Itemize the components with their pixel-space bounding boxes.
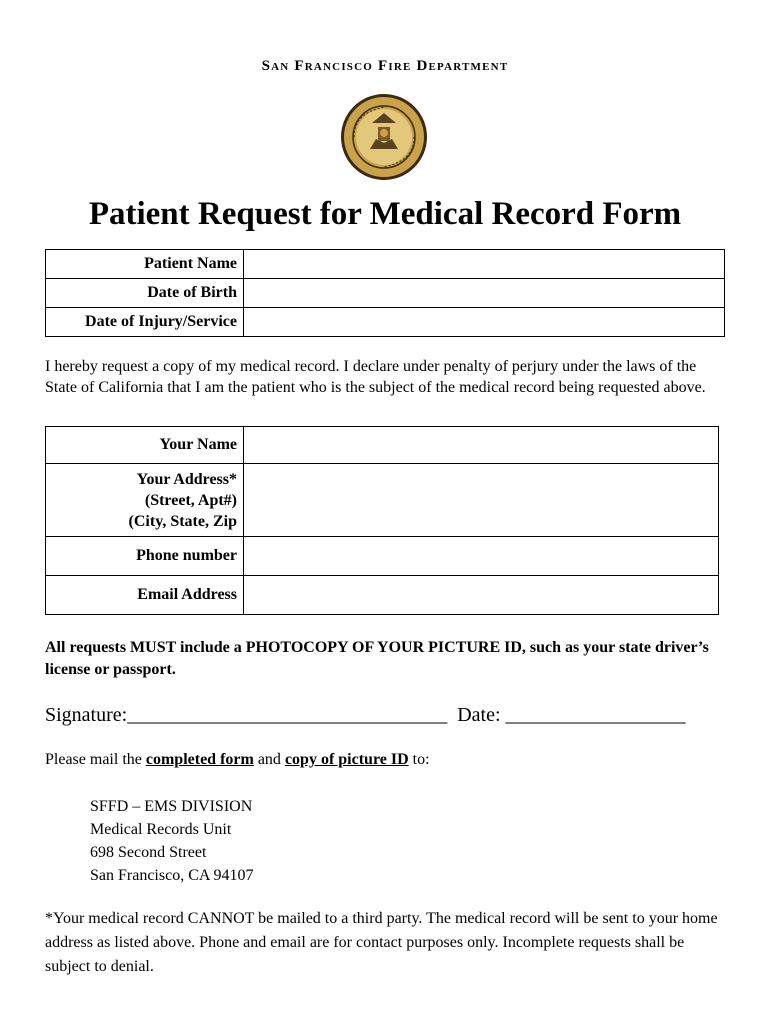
- email-label: Email Address: [46, 576, 244, 615]
- date-of-birth-label: Date of Birth: [46, 279, 244, 308]
- signature-line: [45, 704, 735, 727]
- address-line: Medical Records Unit: [90, 821, 232, 838]
- mail-prefix: Please mail the: [45, 751, 146, 768]
- table-row: [46, 537, 719, 576]
- date-field[interactable]: __________________: [505, 704, 686, 726]
- date-of-injury-label: Date of Injury/Service: [46, 308, 244, 337]
- date-of-injury-field[interactable]: [244, 308, 725, 337]
- patient-name-label: Patient Name: [46, 250, 244, 279]
- signature-field[interactable]: ________________________________: [127, 704, 448, 726]
- mail-and: and: [253, 751, 285, 768]
- address-line: SFFD – EMS DIVISION: [90, 798, 253, 815]
- department-heading: San Francisco Fire Department: [261, 58, 509, 74]
- table-row: [46, 308, 725, 337]
- mail-suffix: to:: [408, 751, 430, 768]
- table-row: [46, 576, 719, 615]
- date-label: Date:: [457, 704, 501, 726]
- address-line: San Francisco, CA 94107: [90, 867, 254, 884]
- copy-id-text: copy of picture ID: [284, 751, 409, 768]
- address-label: [46, 464, 244, 537]
- your-name-field[interactable]: [244, 427, 719, 464]
- signature-label: Signature:: [45, 704, 128, 726]
- mail-instruction: [45, 751, 430, 769]
- address-label-line-3: (City, State, Zip: [128, 512, 237, 530]
- your-name-label: Your Name: [46, 427, 244, 464]
- declaration-text: I hereby request a copy of my medical record. I declare under penalty of perjury under the laws of the State of California that I am the patient who is the subject of the medical record being requested above.: [45, 358, 706, 396]
- requester-info-table: [45, 426, 719, 615]
- footnote: *Your medical record CANNOT be mailed to a third party. The medical record will be sent to your home address as listed above. Phone and email are for contact purposes only. Incomplete requests shall be subject to denial.: [45, 910, 718, 975]
- address-line: 698 Second Street: [90, 844, 207, 861]
- photo-id-requirement: All requests MUST include a PHOTOCOPY OF YOUR PICTURE ID, such as your state driver’s license or passport.: [45, 639, 709, 678]
- address-label-line-1: Your Address*: [136, 470, 237, 488]
- table-row: [46, 250, 725, 279]
- patient-name-field[interactable]: [244, 250, 725, 279]
- table-row: [46, 279, 725, 308]
- phone-field[interactable]: [244, 537, 719, 576]
- table-row: [46, 464, 719, 537]
- completed-form-text: completed form: [145, 751, 254, 768]
- city-seal-icon: [340, 93, 428, 181]
- mailing-address: [90, 795, 254, 887]
- date-of-birth-field[interactable]: [244, 279, 725, 308]
- patient-info-table: [45, 249, 725, 337]
- phone-label: Phone number: [46, 537, 244, 576]
- form-title: Patient Request for Medical Record Form: [88, 196, 682, 232]
- address-field[interactable]: [244, 464, 719, 537]
- email-field[interactable]: [244, 576, 719, 615]
- address-label-line-2: (Street, Apt#): [144, 491, 237, 509]
- table-row: [46, 427, 719, 464]
